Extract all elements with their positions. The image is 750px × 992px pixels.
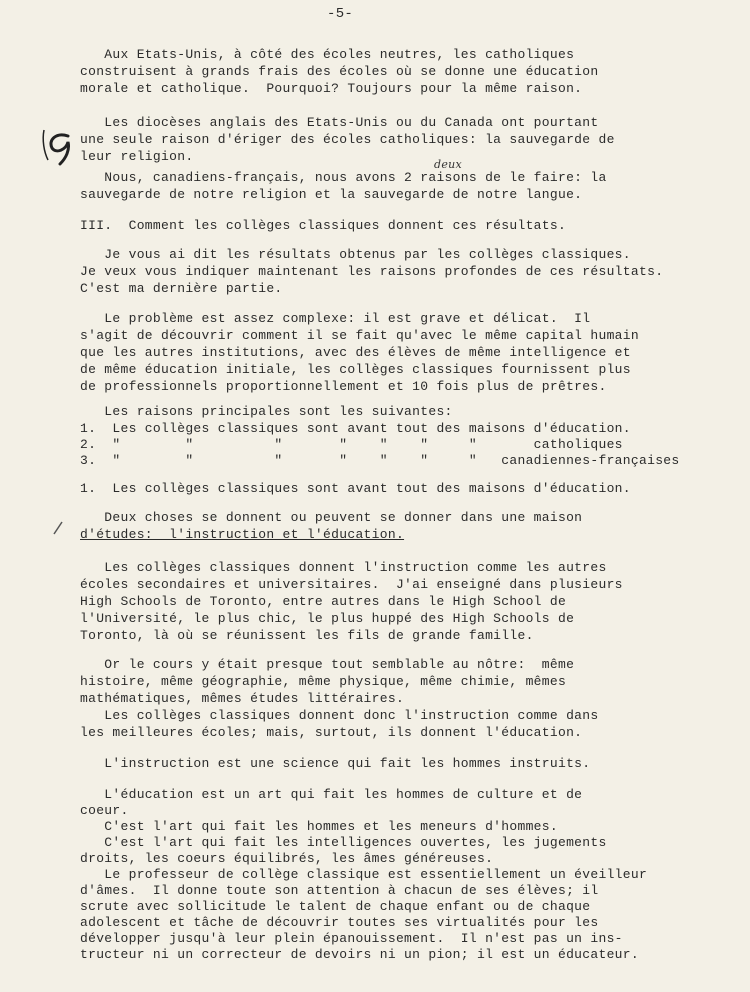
paragraph-line: écoles secondaires et universitaires. J'ai enseigné dans plusieurs: [80, 577, 623, 592]
paragraph-line: Deux choses se donnent ou peuvent se donner dans une maison: [80, 510, 583, 525]
list-intro: Les raisons principales sont les suivantes:: [80, 404, 453, 419]
paragraph-line: droits, les coeurs équilibrés, les âmes généreuses.: [80, 851, 494, 866]
handwritten-margin-tick: [50, 520, 66, 536]
paragraph-line: adolescent et tâche de découvrir toutes ses virtualités pour les: [80, 915, 599, 930]
paragraph-line: Je veux vous indiquer maintenant les raisons profondes de ces résultats.: [80, 264, 664, 279]
list-item: 1. Les collèges classiques sont avant tout des maisons d'éducation.: [80, 421, 631, 436]
paragraph-line: scrute avec sollicitude le talent de chaque enfant ou de chaque: [80, 899, 591, 914]
paragraph-line: développer jusqu'à leur plein épanouissement. Il n'est pas un ins-: [80, 931, 623, 946]
list-item: 3. " " " " " " " canadiennes-françaises: [80, 453, 680, 468]
paragraph-line: Aux Etats-Unis, à côté des écoles neutres, les catholiques: [80, 47, 575, 62]
paragraph-line: Je vous ai dit les résultats obtenus par les collèges classiques.: [80, 247, 631, 262]
paragraph-line: C'est l'art qui fait les intelligences ouvertes, les jugements: [80, 835, 607, 850]
paragraph-line: Toronto, là où se réunissent les fils de grande famille.: [80, 628, 534, 643]
paragraph-line: d'âmes. Il donne toute son attention à chacun de ses élèves; il: [80, 883, 599, 898]
paragraph-line: Les collèges classiques donnent donc l'instruction comme dans: [80, 708, 599, 723]
paragraph-line: Le professeur de collège classique est essentiellement un éveilleur: [80, 867, 648, 882]
paragraph-line: que les autres institutions, avec des élèves de même intelligence et: [80, 345, 631, 360]
paragraph-line: Nous, canadiens-français, nous avons 2 raisons de le faire: la: [80, 170, 607, 185]
paragraph-line: de professionnels proportionnellement et 10 fois plus de prêtres.: [80, 379, 607, 394]
paragraph-line: construisent à grands frais des écoles où se donne une éducation: [80, 64, 599, 79]
paragraph-line: Les diocèses anglais des Etats-Unis ou du Canada ont pourtant: [80, 115, 599, 130]
paragraph-line: L'éducation est un art qui fait les hommes de culture et de: [80, 787, 583, 802]
paragraph-line: L'instruction est une science qui fait les hommes instruits.: [80, 756, 591, 771]
paragraph-line: Or le cours y était presque tout semblable au nôtre: même: [80, 657, 575, 672]
paragraph-line: morale et catholique. Pourquoi? Toujours pour la même raison.: [80, 81, 583, 96]
handwritten-margin-mark: [40, 126, 80, 166]
paragraph-line: coeur.: [80, 803, 129, 818]
paragraph-line: Le problème est assez complexe: il est grave et délicat. Il: [80, 311, 591, 326]
paragraph-line: une seule raison d'ériger des écoles catholiques: la sauvegarde de: [80, 132, 615, 147]
list-item: 2. " " " " " " " catholiques: [80, 437, 623, 452]
paragraph-line: C'est l'art qui fait les hommes et les meneurs d'hommes.: [80, 819, 558, 834]
paragraph-line: Les collèges classiques donnent l'instruction comme les autres: [80, 560, 607, 575]
paragraph-line: s'agit de découvrir comment il se fait qu'avec le même capital humain: [80, 328, 639, 343]
paragraph-line: l'Université, le plus chic, le plus huppé des High Schools de: [80, 611, 575, 626]
paragraph-line: High Schools de Toronto, entre autres dans le High School de: [80, 594, 567, 609]
paragraph-line: d'études: l'instruction et l'éducation.: [80, 527, 405, 542]
paragraph-line: C'est ma dernière partie.: [80, 281, 283, 296]
paragraph-line: leur religion.: [80, 149, 194, 164]
paragraph-line: histoire, même géographie, même physique, même chimie, mêmes: [80, 674, 567, 689]
handwritten-annotation: deux: [434, 158, 463, 171]
paragraph-line: les meilleures écoles; mais, surtout, ils donnent l'éducation.: [80, 725, 583, 740]
section-heading: III. Comment les collèges classiques donnent ces résultats.: [80, 218, 567, 233]
paragraph-line: sauvegarde de notre religion et la sauvegarde de notre langue.: [80, 187, 583, 202]
paragraph-line: de même éducation initiale, les collèges classiques fournissent plus: [80, 362, 631, 377]
page-number: -5-: [327, 6, 354, 22]
paragraph-line: tructeur ni un correcteur de devoirs ni un pion; il est un éducateur.: [80, 947, 639, 962]
paragraph-line: mathématiques, mêmes études littéraires.: [80, 691, 405, 706]
subheading: 1. Les collèges classiques sont avant tout des maisons d'éducation.: [80, 481, 631, 496]
